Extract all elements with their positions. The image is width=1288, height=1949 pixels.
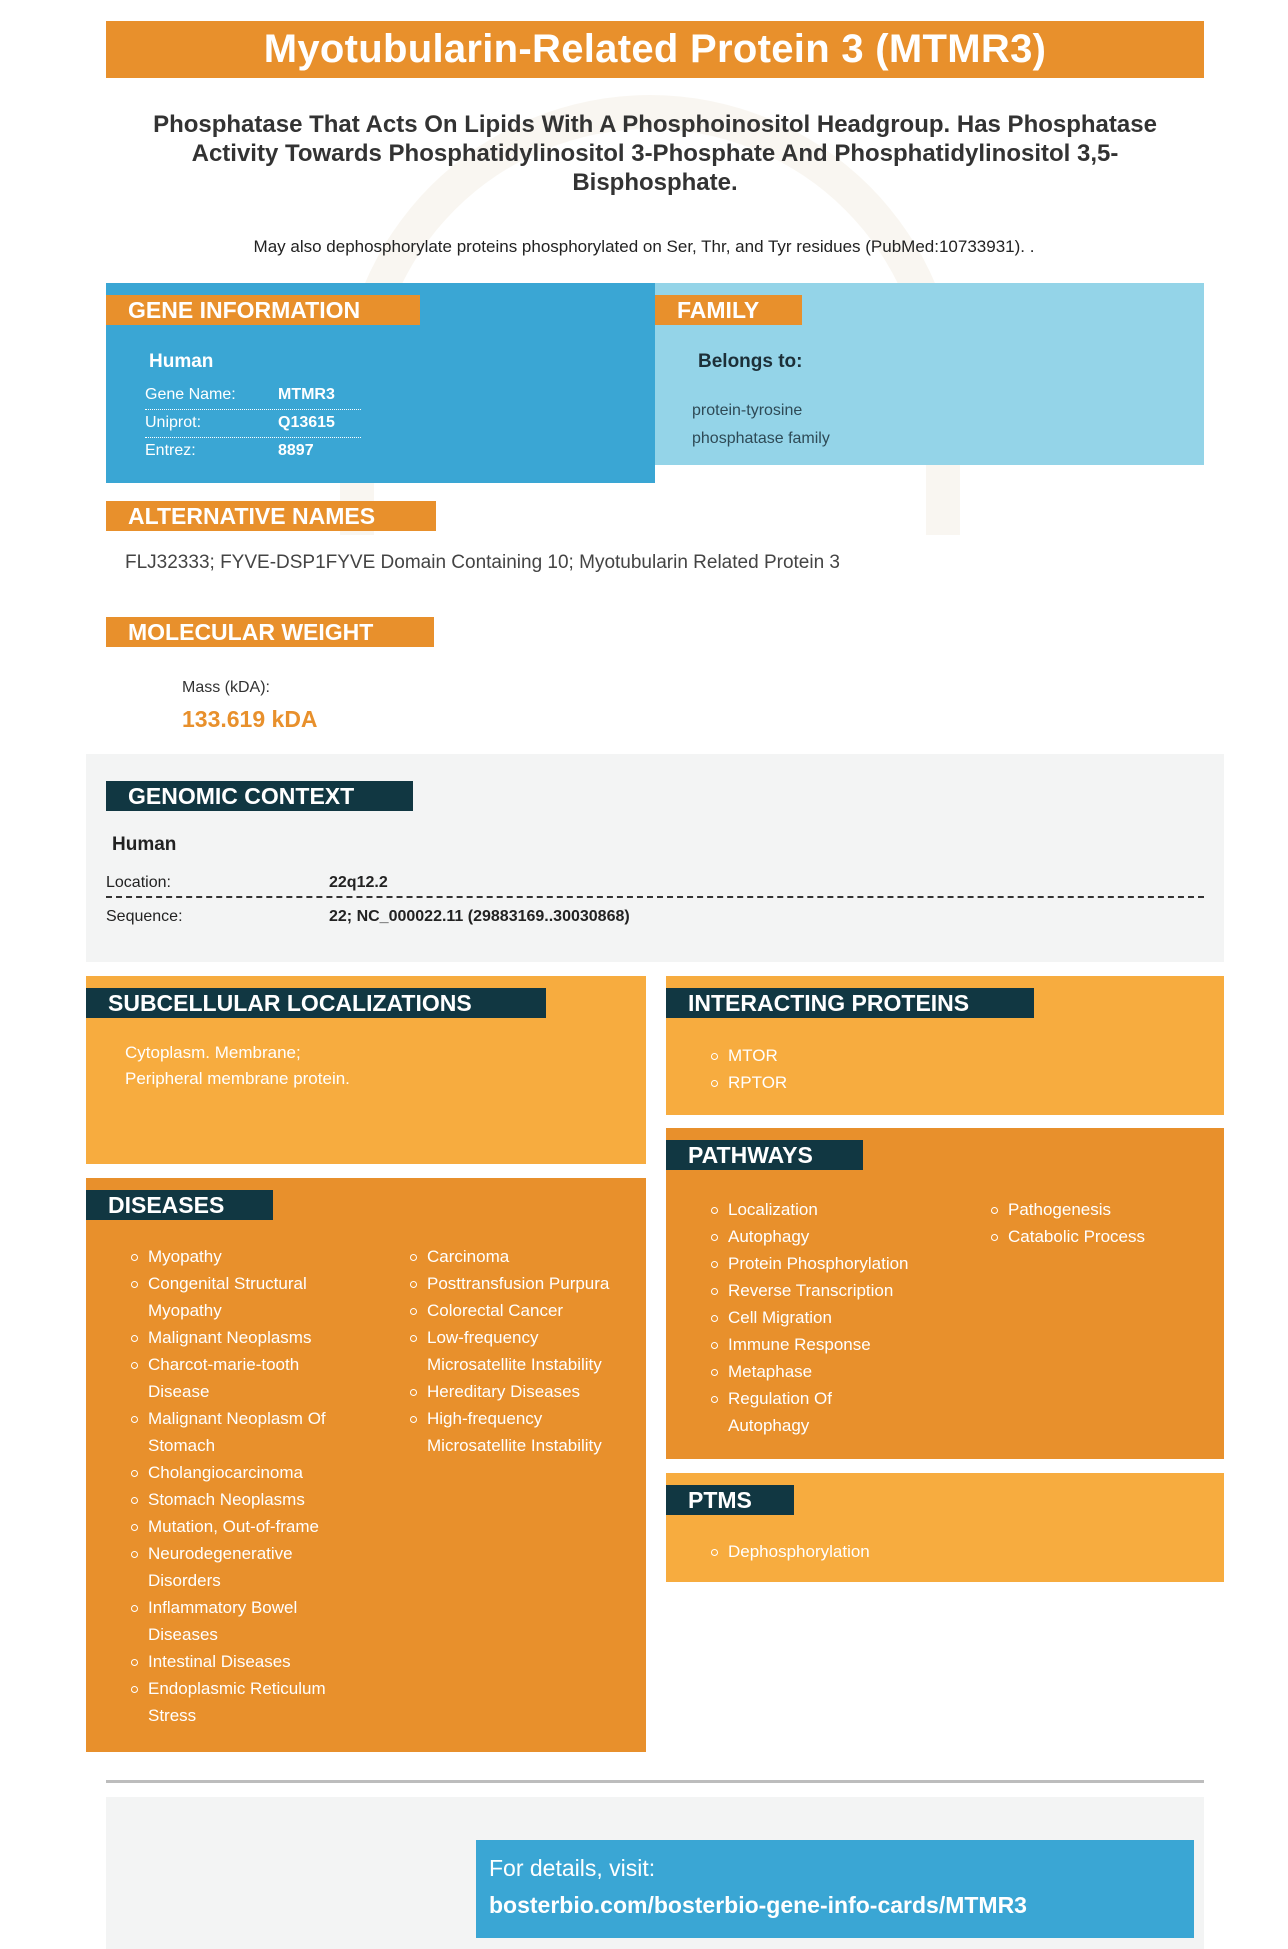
- interacting-proteins-heading: INTERACTING PROTEINS: [666, 988, 1034, 1018]
- details-link-box[interactable]: [476, 1840, 1194, 1938]
- list-item: Intestinal Diseases: [131, 1648, 366, 1675]
- uniprot-value: Q13615: [278, 414, 335, 431]
- sequence-row: [106, 900, 1204, 932]
- list-item: Mutation, Out-of-frame: [131, 1513, 366, 1540]
- pathways-panel: [666, 1128, 1224, 1459]
- gene-name-label: Gene Name:: [145, 386, 236, 403]
- list-item: Cell Migration: [711, 1304, 951, 1331]
- list-item: Hereditary Diseases: [410, 1378, 635, 1405]
- list-item: Dephosphorylation: [711, 1538, 870, 1565]
- family-line-1: protein-tyrosine: [692, 402, 803, 419]
- list-item: Charcot-marie-tooth Disease: [131, 1351, 306, 1405]
- family-line-2: phosphatase family: [692, 430, 830, 447]
- list-item: Pathogenesis: [991, 1196, 1191, 1223]
- list-item: Autophagy: [711, 1223, 951, 1250]
- entrez-label: Entrez:: [145, 442, 196, 459]
- list-item: Malignant Neoplasms: [131, 1324, 366, 1351]
- protein-summary: Phosphatase That Acts On Lipids With A Phosphoinositol Headgroup. Has Phosphatase Activity Towards Phosphatidylinositol 3-Phosphate And Phosphatidylinositol 3,5-Bisphosphate.: [153, 111, 1157, 196]
- list-item: Carcinoma: [410, 1243, 635, 1270]
- list-item: Malignant Neoplasm Of Stomach: [131, 1405, 351, 1459]
- list-item: RPTOR: [711, 1069, 787, 1096]
- list-item: Myopathy: [131, 1243, 366, 1270]
- details-prompt: For details, visit:: [489, 1855, 656, 1881]
- details-url-link[interactable]: bosterbio.com/bosterbio-gene-info-cards/MTMR3: [489, 1892, 1027, 1918]
- subcellular-text: Cytoplasm. Membrane; Peripheral membrane protein.: [125, 1043, 350, 1088]
- diseases-heading: DISEASES: [86, 1190, 273, 1220]
- family-panel: [655, 283, 1204, 465]
- gene-name-value: MTMR3: [278, 386, 335, 403]
- list-item: Metaphase: [711, 1358, 951, 1385]
- location-value: 22q12.2: [329, 874, 388, 891]
- uniprot-label: Uniprot:: [145, 414, 202, 431]
- genomic-species: Human: [112, 834, 177, 855]
- subcellular-localizations-panel: [86, 976, 646, 1164]
- location-label: Location:: [106, 874, 171, 891]
- subcellular-heading: SUBCELLULAR LOCALIZATIONS: [86, 988, 546, 1018]
- mass-value: 133.619 kDA: [182, 706, 318, 732]
- title-bar: [106, 21, 1204, 78]
- ptms-panel: [666, 1473, 1224, 1582]
- mass-label: Mass (kDA):: [182, 679, 270, 696]
- pathways-list-col1: [711, 1196, 951, 1439]
- list-item: Regulation Of Autophagy: [711, 1385, 861, 1439]
- list-item: Low-frequency Microsatellite Instability: [410, 1324, 620, 1378]
- list-item: Protein Phosphorylation: [711, 1250, 951, 1277]
- gene-name-row: [145, 382, 361, 410]
- list-item: Cholangiocarcinoma: [131, 1459, 366, 1486]
- genomic-context-panel: [86, 754, 1224, 962]
- list-item: High-frequency Microsatellite Instability: [410, 1405, 620, 1459]
- gene-information-panel: [106, 283, 655, 483]
- footer-divider: [106, 1780, 1204, 1783]
- list-item: Colorectal Cancer: [410, 1297, 635, 1324]
- pathways-list-col2: [991, 1196, 1191, 1250]
- diseases-list-col2: [410, 1243, 635, 1459]
- list-item: Reverse Transcription: [711, 1277, 951, 1304]
- list-item: Localization: [711, 1196, 951, 1223]
- gene-species: Human: [149, 351, 214, 372]
- uniprot-row: [145, 410, 361, 438]
- entrez-row: [145, 438, 361, 466]
- diseases-panel: [86, 1178, 646, 1752]
- list-item: Stomach Neoplasms: [131, 1486, 366, 1513]
- location-row: [106, 866, 1204, 898]
- protein-description: May also dephosphorylate proteins phosphorylated on Ser, Thr, and Tyr residues (PubMed:10733931). .: [253, 237, 1035, 256]
- sequence-label: Sequence:: [106, 908, 183, 925]
- entrez-value: 8897: [278, 442, 314, 459]
- diseases-list-col1: [131, 1243, 366, 1729]
- family-subheading: Belongs to:: [698, 351, 803, 372]
- family-heading: FAMILY: [655, 295, 802, 325]
- page-title: Myotubularin-Related Protein 3 (MTMR3): [263, 27, 1047, 71]
- pathways-heading: PATHWAYS: [666, 1140, 863, 1170]
- list-item: Catabolic Process: [991, 1223, 1191, 1250]
- list-item: Congenital Structural Myopathy: [131, 1270, 321, 1324]
- list-item: Inflammatory Bowel Diseases: [131, 1594, 321, 1648]
- sequence-value: 22; NC_000022.11 (29883169..30030868): [329, 908, 630, 925]
- list-item: Endoplasmic Reticulum Stress: [131, 1675, 346, 1729]
- list-item: MTOR: [711, 1042, 787, 1069]
- molecular-weight-heading: MOLECULAR WEIGHT: [106, 617, 434, 647]
- list-item: Immune Response: [711, 1331, 951, 1358]
- ptms-list: [711, 1538, 870, 1565]
- alternative-names-text: FLJ32333; FYVE-DSP1FYVE Domain Containing 10; Myotubularin Related Protein 3: [125, 552, 840, 573]
- interacting-proteins-list: [711, 1042, 787, 1096]
- gene-information-heading: GENE INFORMATION: [106, 295, 420, 325]
- genomic-context-heading: GENOMIC CONTEXT: [106, 781, 413, 811]
- list-item: Neurodegenerative Disorders: [131, 1540, 321, 1594]
- ptms-heading: PTMS: [666, 1485, 794, 1515]
- alternative-names-heading: ALTERNATIVE NAMES: [106, 501, 436, 531]
- list-item: Posttransfusion Purpura: [410, 1270, 635, 1297]
- interacting-proteins-panel: [666, 976, 1224, 1115]
